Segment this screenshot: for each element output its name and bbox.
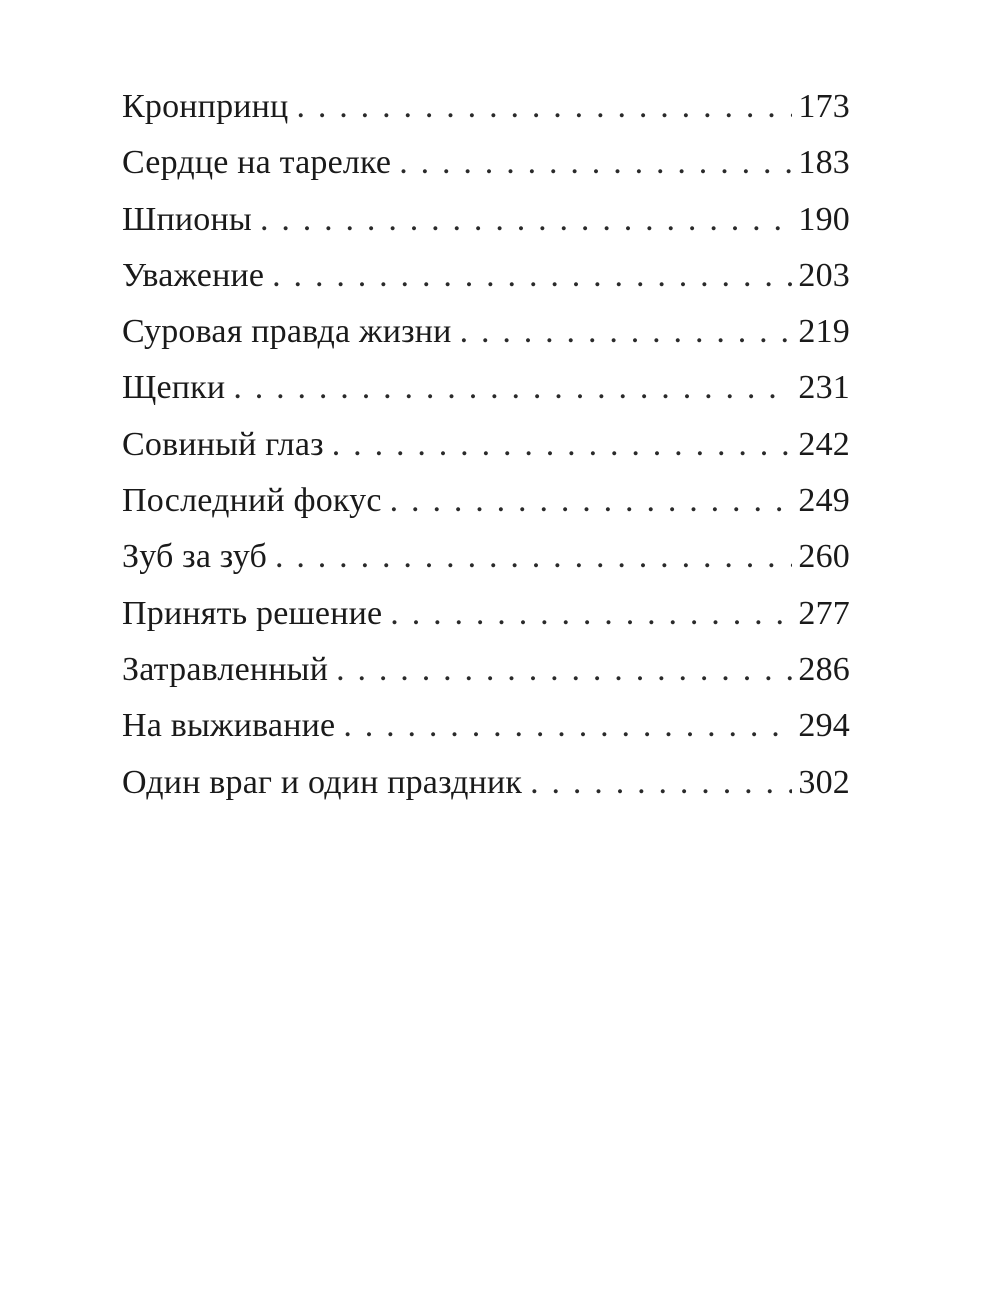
toc-entry-title: Сердце на тарелке [122, 144, 392, 182]
toc-entry-title: Совиный глаз [122, 425, 324, 463]
toc-entry-title: Последний фокус [122, 482, 382, 520]
toc-dot-leader [336, 651, 792, 689]
toc-entry-page: 231 [798, 369, 850, 407]
toc-entry-title: Один враг и один праздник [122, 763, 523, 801]
toc-entry-page: 260 [798, 538, 850, 576]
toc-dot-leader [460, 313, 793, 351]
toc-entry [122, 144, 850, 200]
toc-entry-page: 203 [798, 256, 850, 294]
toc-entry [122, 369, 850, 425]
toc-entry-page: 242 [798, 425, 850, 463]
toc-entry-page: 249 [798, 482, 850, 520]
toc-entry-title: Затравленный [122, 650, 329, 688]
toc-entry-title: Уважение [122, 256, 265, 294]
toc-dot-leader [275, 538, 792, 576]
toc-dot-leader [390, 482, 793, 520]
toc-entry [122, 482, 850, 538]
toc-entry-page: 219 [798, 313, 850, 351]
table-of-contents [122, 88, 850, 820]
toc-entry [122, 538, 850, 594]
toc-entry [122, 88, 850, 144]
toc-entry [122, 313, 850, 369]
toc-entry-title: Щепки [122, 369, 226, 407]
toc-entry-page: 302 [798, 763, 850, 801]
toc-entry-page: 277 [798, 594, 850, 632]
toc-entry-page: 183 [798, 144, 850, 182]
toc-dot-leader [332, 426, 793, 464]
toc-dot-leader [530, 764, 792, 802]
toc-entry-page: 286 [798, 650, 850, 688]
toc-entry [122, 426, 850, 482]
toc-dot-leader [399, 144, 792, 182]
toc-entry-page: 294 [798, 707, 850, 745]
toc-entry-page: 173 [798, 88, 850, 125]
toc-dot-leader [390, 595, 792, 633]
toc-entry [122, 201, 850, 257]
toc-dot-leader [296, 88, 792, 126]
toc-entry-title: Зуб за зуб [122, 538, 267, 576]
toc-dot-leader [343, 707, 792, 745]
toc-entry-title: Шпионы [122, 200, 252, 238]
toc-entry [122, 651, 850, 707]
toc-entry [122, 707, 850, 763]
toc-entry [122, 595, 850, 651]
toc-dot-leader [260, 201, 792, 239]
toc-entry [122, 257, 850, 313]
toc-entry [122, 764, 850, 820]
toc-entry-page: 190 [798, 200, 850, 238]
toc-dot-leader [272, 257, 792, 295]
toc-dot-leader [233, 369, 792, 407]
toc-entry-title: На выживание [122, 707, 336, 745]
toc-entry-title: Суровая правда жизни [122, 313, 452, 351]
toc-entry-title: Кронпринц [122, 88, 289, 125]
toc-entry-title: Принять решение [122, 594, 383, 632]
